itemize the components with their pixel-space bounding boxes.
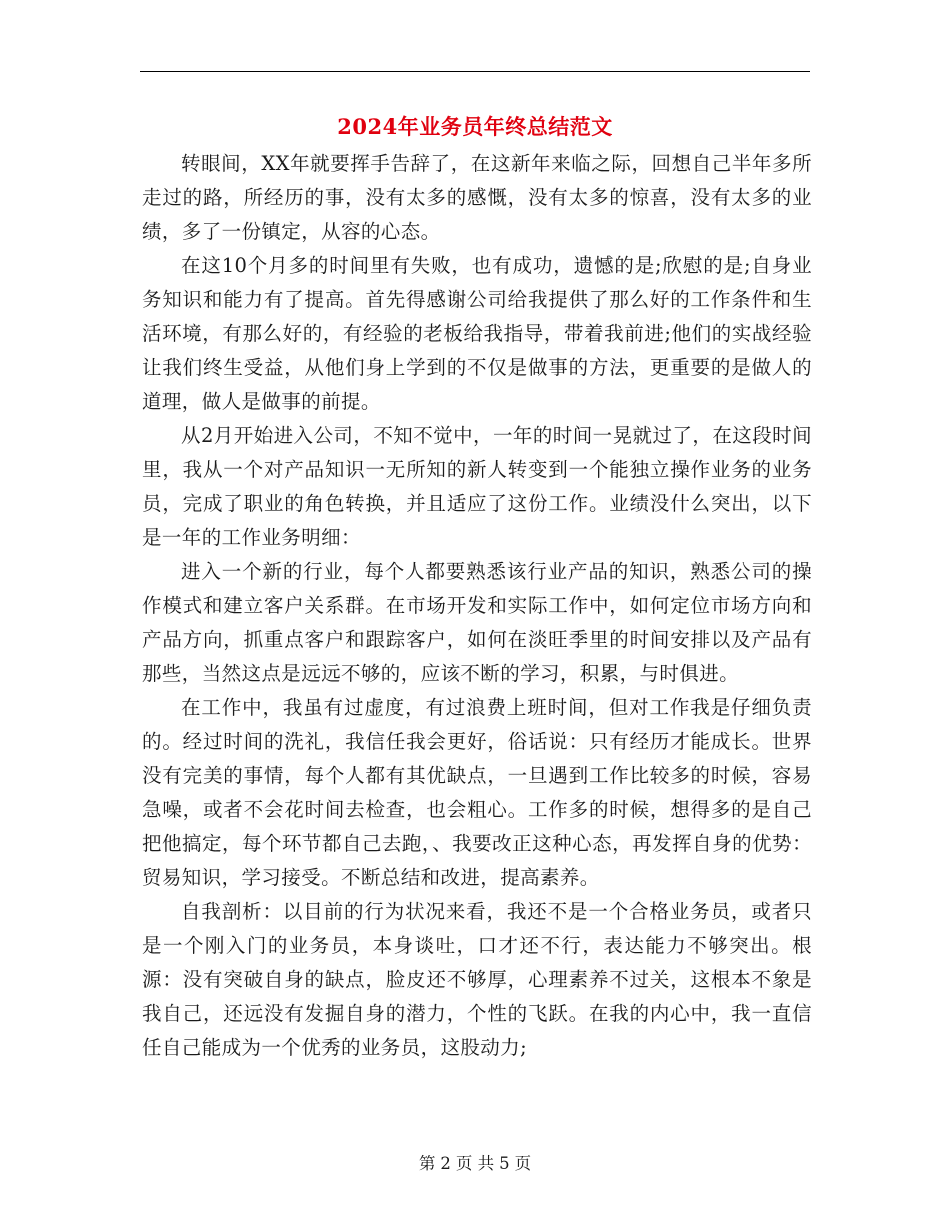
paragraph-3: 从2月开始进入公司，不知不觉中，一年的时间一晃就过了，在这段时间里，我从一个对产品知识一无所知的新人转变到一个能独立操作业务的业务员，完成了职业的角色转换，并且适应了这份工作。业绩没什么突出，以下是一年的工作业务明细： — [142, 424, 812, 549]
document-body — [142, 147, 812, 1065]
paragraph-1: 转眼间，XX年就要挥手告辞了，在这新年来临之际，回想自己半年多所走过的路，所经历的事，没有太多的感慨，没有太多的惊喜，没有太多的业绩，多了一份镇定，从容的心态。 — [142, 152, 812, 243]
paragraph-2: 在这10个月多的时间里有失败，也有成功，遗憾的是;欣慰的是;自身业务知识和能力有了提高。首先得感谢公司给我提供了那么好的工作条件和生活环境，有那么好的，有经验的老板给我指导，带着我前进;他们的实战经验让我们终生受益，从他们身上学到的不仅是做事的方法，更重要的是做人的道理，做人是做事的前提。 — [142, 254, 812, 413]
paragraph-5: 在工作中，我虽有过虚度，有过浪费上班时间，但对工作我是仔细负责的。经过时间的洗礼，我信任我会更好，俗话说：只有经历才能成长。世界没有完美的事情，每个人都有其优缺点，一旦遇到工作比较多的时候，容易急噪，或者不会花时间去检查，也会粗心。工作多的时候，想得多的是自己把他搞定，每个环节都自己去跑，、我要改正这种心态，再发挥自身的优势：贸易知识，学习接受。不断总结和改进，提高素养。 — [142, 696, 812, 889]
current-page-number: 2 — [440, 1154, 451, 1173]
footer-suffix: 页 — [514, 1154, 532, 1173]
total-pages-number: 5 — [499, 1154, 510, 1173]
paragraph-4: 进入一个新的行业，每个人都要熟悉该行业产品的知识，熟悉公司的操作模式和建立客户关系群。在市场开发和实际工作中，如何定位市场方向和产品方向，抓重点客户和跟踪客户，如何在淡旺季里的时间安排以及产品有那些，当然这点是远远不够的，应该不断的学习，积累，与时俱进。 — [142, 560, 812, 685]
document-title: 2024年业务员年终总结范文 — [337, 114, 613, 139]
footer-prefix: 第 — [418, 1154, 436, 1173]
footer-middle: 页 共 — [455, 1154, 495, 1173]
page-footer — [0, 1152, 950, 1176]
paragraph-6: 自我剖析：以目前的行为状况来看，我还不是一个合格业务员，或者只是一个刚入门的业务员，本身谈吐，口才还不行，表达能力不够突出。根源：没有突破自身的缺点，脸皮还不够厚，心理素养不过关，这根本不象是我自己，还远没有发掘自身的潜力，个性的飞跃。在我的内心中，我一直信任自己能成为一个优秀的业务员，这股动力; — [142, 900, 812, 1059]
header-rule — [140, 71, 810, 72]
